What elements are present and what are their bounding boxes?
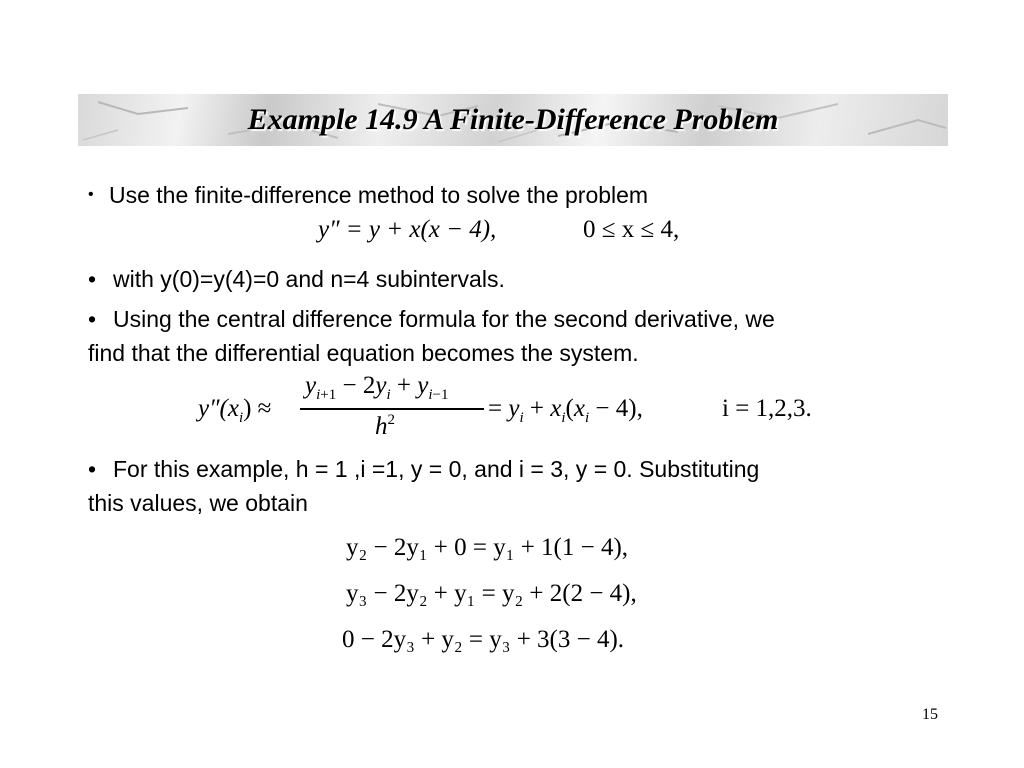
bullet-marker: • bbox=[88, 186, 94, 203]
bullet-4-line-1: For this example, h = 1 ,i =1, y = 0, and i = 3, y = 0. Substituting bbox=[113, 456, 760, 482]
bullet-marker: • bbox=[88, 266, 97, 292]
slide-title: Example 14.9 A Finite-Difference Problem bbox=[247, 103, 779, 136]
cd-index-range: i = 1,2,3. bbox=[722, 395, 812, 422]
system-equation-3: 0 − 2y₃ + y₂ = y₃ + 3(3 − 4). bbox=[342, 626, 625, 653]
cd-rhs: = $y_i + x_i(x_i - 4)$, bbox=[488, 395, 643, 426]
fraction-bar bbox=[300, 408, 484, 410]
system-equation-1: y₂ − 2y₁ + 0 = y₁ + 1(1 − 4), bbox=[346, 534, 629, 561]
ode-text: y″ = y + x(x − 4), bbox=[318, 216, 497, 243]
cd-lhs: $y''(x_i)$ ≈ bbox=[198, 395, 272, 426]
title-banner bbox=[78, 94, 948, 146]
bullet-4-line-2: this values, we obtain bbox=[88, 490, 308, 516]
ode-domain: 0 ≤ x ≤ 4, bbox=[583, 216, 680, 243]
bullet-1-text: Use the finite-difference method to solve the problem bbox=[109, 182, 649, 208]
bullet-3-line-1: Using the central difference formula for the second derivative, we bbox=[113, 306, 775, 332]
cd-denominator: $h^2$ bbox=[375, 412, 395, 440]
ode-equation bbox=[318, 216, 496, 244]
bullet-2-text: with y(0)=y(4)=0 and n=4 subintervals. bbox=[113, 266, 505, 292]
system-equation-2: y₃ − 2y₂ + y₁ = y₂ + 2(2 − 4), bbox=[346, 580, 637, 607]
bullet-marker: • bbox=[88, 456, 97, 482]
page-number: 15 bbox=[922, 706, 938, 723]
bullet-3-line-2: find that the differential equation becomes the system. bbox=[88, 340, 639, 366]
cd-numerator: $y_{i+1} - 2y_i + y_{i-1}$ bbox=[305, 372, 449, 403]
bullet-marker: • bbox=[88, 306, 97, 332]
